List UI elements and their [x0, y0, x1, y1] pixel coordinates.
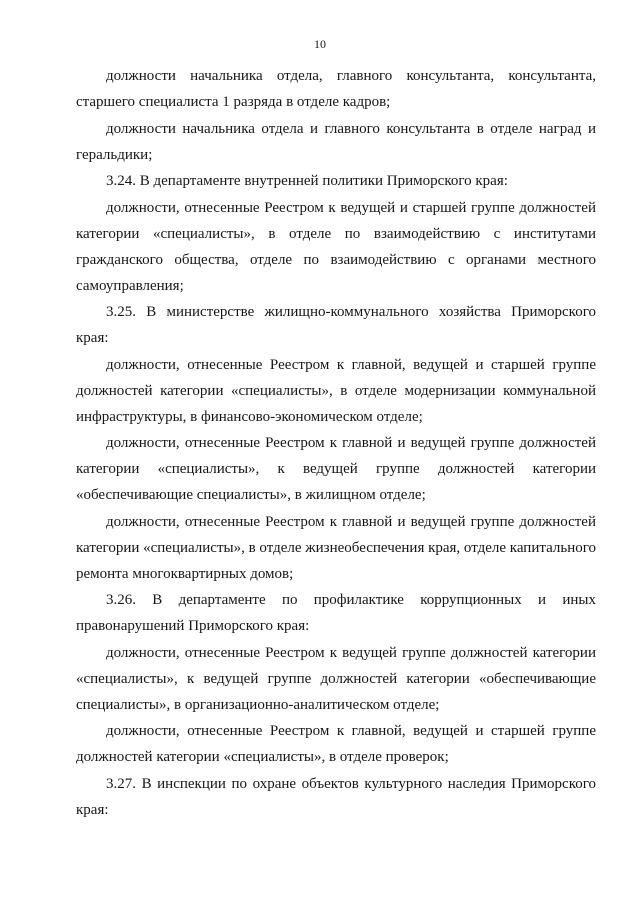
text-line: должности, отнесенные Реестром к ведущей группе должностей категории: [106, 645, 596, 661]
text-line: должности, отнесенные Реестром к главной и ведущей группе должностей: [106, 514, 596, 530]
text-line: старшего специалиста 1 разряда в отделе кадров;: [76, 94, 391, 110]
text-line: категории «специалисты», в отделе жизнеобеспечения края, отделе капитального: [76, 540, 596, 556]
section-heading: края:: [76, 802, 109, 818]
text-line: должности, отнесенные Реестром к главной, ведущей и старшей группе: [106, 357, 596, 373]
section-heading: 3.26. В департаменте по профилактике коррупционных и иных: [106, 592, 596, 608]
section-heading: 3.25. В министерстве жилищно-коммунального хозяйства Приморского: [106, 304, 596, 320]
text-line: гражданского общества, отделе по взаимодействию с органами местного: [76, 252, 596, 268]
text-line: категории «специалисты», в отделе по взаимодействию с институтами: [76, 226, 596, 242]
text-line: должности начальника отдела, главного консультанта, консультанта,: [106, 68, 596, 84]
text-line: геральдики;: [76, 147, 153, 163]
section-heading: края:: [76, 330, 109, 346]
section-heading: правонарушений Приморского края:: [76, 618, 310, 634]
text-line: «обеспечивающие специалисты», в жилищном отделе;: [76, 487, 426, 503]
section-heading: 3.27. В инспекции по охране объектов культурного наследия Приморского: [106, 776, 596, 792]
text-line: должностей категории «специалисты», в отделе проверок;: [76, 749, 449, 765]
text-line: должностей категории «специалисты», в отделе модернизации коммунальной: [76, 383, 596, 399]
text-line: должности, отнесенные Реестром к главной и ведущей группе должностей: [106, 435, 596, 451]
text-line: ремонта многоквартирных домов;: [76, 566, 294, 582]
text-line: самоуправления;: [76, 278, 184, 294]
text-line: инфраструктуры, в финансово-экономическом отделе;: [76, 409, 423, 425]
text-line: должности, отнесенные Реестром к ведущей и старшей группе должностей: [106, 200, 596, 216]
text-line: категории «специалисты», к ведущей группе должностей категории: [76, 461, 596, 477]
section-heading: 3.24. В департаменте внутренней политики Приморского края:: [106, 173, 508, 189]
text-line: «специалисты», к ведущей группе должностей категории «обеспечивающие: [76, 671, 596, 687]
text-line: должности, отнесенные Реестром к главной, ведущей и старшей группе: [106, 723, 596, 739]
text-line: должности начальника отдела и главного консультанта в отделе наград и: [106, 121, 596, 137]
page-number: 10: [314, 37, 326, 51]
text-line: специалисты», в организационно-аналитическом отделе;: [76, 697, 440, 713]
